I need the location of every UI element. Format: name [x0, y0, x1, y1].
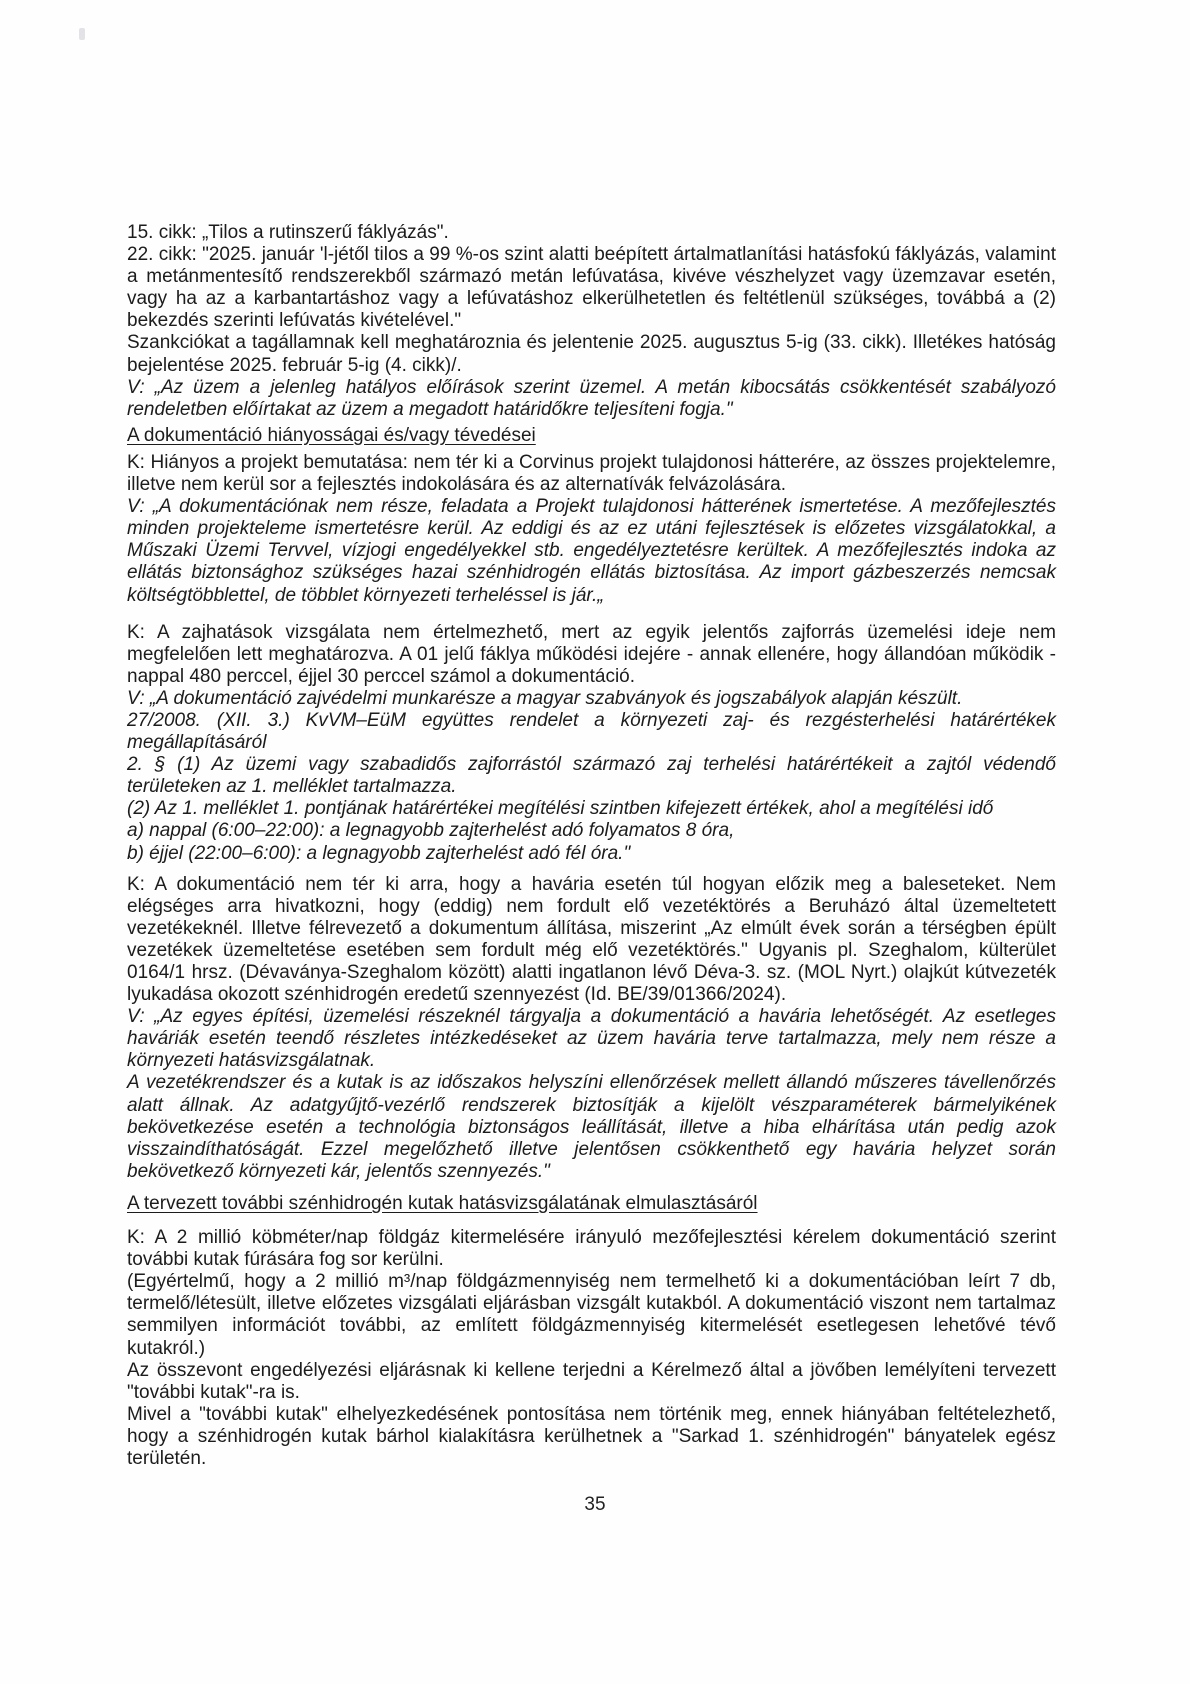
paragraph: (2) Az 1. melléklet 1. pontjának határértékei megítélési szintben kifejezett értékek, ahol a megítélési idő — [127, 798, 994, 820]
scan-artifact — [79, 28, 85, 40]
paragraph: V: „A dokumentációnak nem része, feladata a Projekt tulajdonosi hátterének ismertetése. A mezőfejlesztés minden projekteleme ismertetésre kerül. Az eddigi és az ez utáni fejlesztések is előzetes vizsgálatokkal, a Műszaki Üzemi Tervvel, vízjogi engedélyekkel stb. engedélyeztetésre kerültek. A mezőfejlesztés indoka az ellátás biztonsághoz szükséges hazai szénhidrogén ellátás biztosítása. Az import gázbeszerzés nemcsak költségtöbblettel, de többlet környezeti terheléssel is jár.„ — [127, 496, 1056, 606]
paragraph: 22. cikk: "2025. január 'l-jétől tilos a 99 %-os szint alatti beépített ártalmatlanítási hatásfokú fáklyázás, valamint a metánmentesítő rendszerekből származó metán lefúvatása, kivéve vészhelyzet vagy üzemzavar esetén, vagy ha az a karbantartáshoz vagy a lefúvatáshoz elkerülhetetlen és feltétlenül szükséges, továbbá a (2) bekezdés szerinti lefúvatás kivételével." — [127, 244, 1056, 332]
paragraph: V: „Az egyes építési, üzemelési részeknél tárgyalja a dokumentáció a havária lehetőségét. Az esetleges haváriák esetén teendő részletes intézkedéseket az üzem havária terve tartalmazza, mely nem része a környezeti hatásvizsgálatnak. — [127, 1006, 1056, 1072]
paragraph: Az összevont engedélyezési eljárásnak ki kellene terjedni a Kérelmező által a jövőben lemélyíteni tervezett "további kutak"-ra is. — [127, 1359, 1056, 1403]
paragraph: Mivel a "további kutak" elhelyezkedésének pontosítása nem történik meg, ennek hiányában feltételezhető, hogy a szénhidrogén kutak bárhol kialakításra kerülhetnek a "Sarkad 1. szénhidrogén" bányatelek egész területén. — [127, 1403, 1056, 1469]
page-number: 35 — [584, 1494, 606, 1515]
paragraph: K: A dokumentáció nem tér ki arra, hogy a havária esetén túl hogyan előzik meg a baleseteket. Nem elégséges arra hivatkozni, hogy (eddig) nem fordult elő vezetéktörés a Beruházó által üzemeltetett vezetékeknél. Illetve félrevezető a dokumentum állítása, miszerint „Az elmúlt évek során a térségben épült vezetékek üzemeltetése esetében sem fordult még elő vezetéktörés." Ugyanis pl. Szeghalom, külterület 0164/1 hrsz. (Dévaványa-Szeghalom között) alatti ingatlanon lévő Déva-3. sz. (MOL Nyrt.) olajkút kútvezeték lyukadása okozott szénhidrogén eredetű szennyezést (Id. BE/39/01366/2024). — [127, 873, 1056, 1006]
paragraph: 27/2008. (XII. 3.) KvVM–EüM együttes rendelet a környezeti zaj- és rezgésterhelési határértékek megállapításáról — [127, 709, 1056, 754]
paragraph: 15. cikk: „Tilos a rutinszerű fáklyázás". — [127, 222, 449, 243]
section-heading: A tervezett további szénhidrogén kutak hatásvizsgálatának elmulasztásáról — [127, 1192, 758, 1214]
paragraph: V: „A dokumentáció zajvédelmi munkarésze a magyar szabványok és jogszabályok alapján készült. — [127, 687, 963, 709]
document-content — [127, 222, 1056, 1470]
paragraph: V: „Az üzem a jelenleg hatályos előírások szerint üzemel. A metán kibocsátás csökkentését szabályozó rendeletben előírtakat az üzem a megadott határidőkre teljesíteni fogja." — [127, 376, 1056, 420]
paragraph: a) nappal (6:00–22:00): a legnagyobb zajterhelést adó folyamatos 8 óra, — [127, 820, 735, 842]
paragraph: b) éjjel (22:00–6:00): a legnagyobb zajterhelést adó fél óra." — [127, 842, 631, 864]
section-heading: A dokumentáció hiányosságai és/vagy tévedései — [127, 424, 536, 446]
paragraph: K: A zajhatások vizsgálata nem értelmezhető, mert az egyik jelentős zajforrás üzemelési ideje nem megfelelően lett meghatározva. A 01 jelű fáklya működési idejére - annak ellenére, hogy állandóan működik - nappal 480 perccel, éjjel 30 perccel számol a dokumentáció. — [127, 621, 1056, 687]
paragraph: (Egyértelmű, hogy a 2 millió m³/nap földgázmennyiség nem termelhető ki a dokumentációban leírt 7 db, termelő/létesült, illetve előzetes vizsgálati eljárásban vizsgált kutakból. A dokumentáció viszont nem tartalmaz semmilyen információt további, az említett földgázmennyiség kitermelését esetlegesen lehetővé tévő kutakról.) — [127, 1271, 1056, 1359]
paragraph: K: A 2 millió köbméter/nap földgáz kitermelésére irányuló mezőfejlesztési kérelem dokumentáció szerint további kutak fúrására fog sor kerülni. — [127, 1227, 1056, 1271]
paragraph: K: Hiányos a projekt bemutatása: nem tér ki a Corvinus projekt tulajdonosi hátterére, az összes projektelemre, illetve nem kerül sor a fejlesztés indokolására és az alternatívák felvázolására. — [127, 451, 1056, 496]
paragraph: Szankciókat a tagállamnak kell meghatároznia és jelentenie 2025. augusztus 5-ig (33. cikk). Illetékes hatóság bejelentése 2025. február 5-ig (4. cikk)/. — [127, 332, 1056, 376]
paragraph: A vezetékrendszer és a kutak is az időszakos helyszíni ellenőrzések mellett állandó műszeres távellenőrzés alatt állnak. Az adatgyűjtő-vezérlő rendszerek biztosítják a kijelölt vészparaméterek bármelyikének bekövetkezése esetén a technológia biztonságos leállítását, illetve a hiba elhárítása után pedig azok visszaindíthatóságát. Ezzel megelőzhető illetve jelentősen csökkenthető egy havária helyzet során bekövetkező környezeti kár, jelentős szennyezés." — [127, 1072, 1056, 1182]
paragraph: 2. § (1) Az üzemi vagy szabadidős zajforrástól származó zaj terhelési határértékeit a zajtól védendő területeken az 1. melléklet tartalmazza. — [127, 754, 1056, 798]
